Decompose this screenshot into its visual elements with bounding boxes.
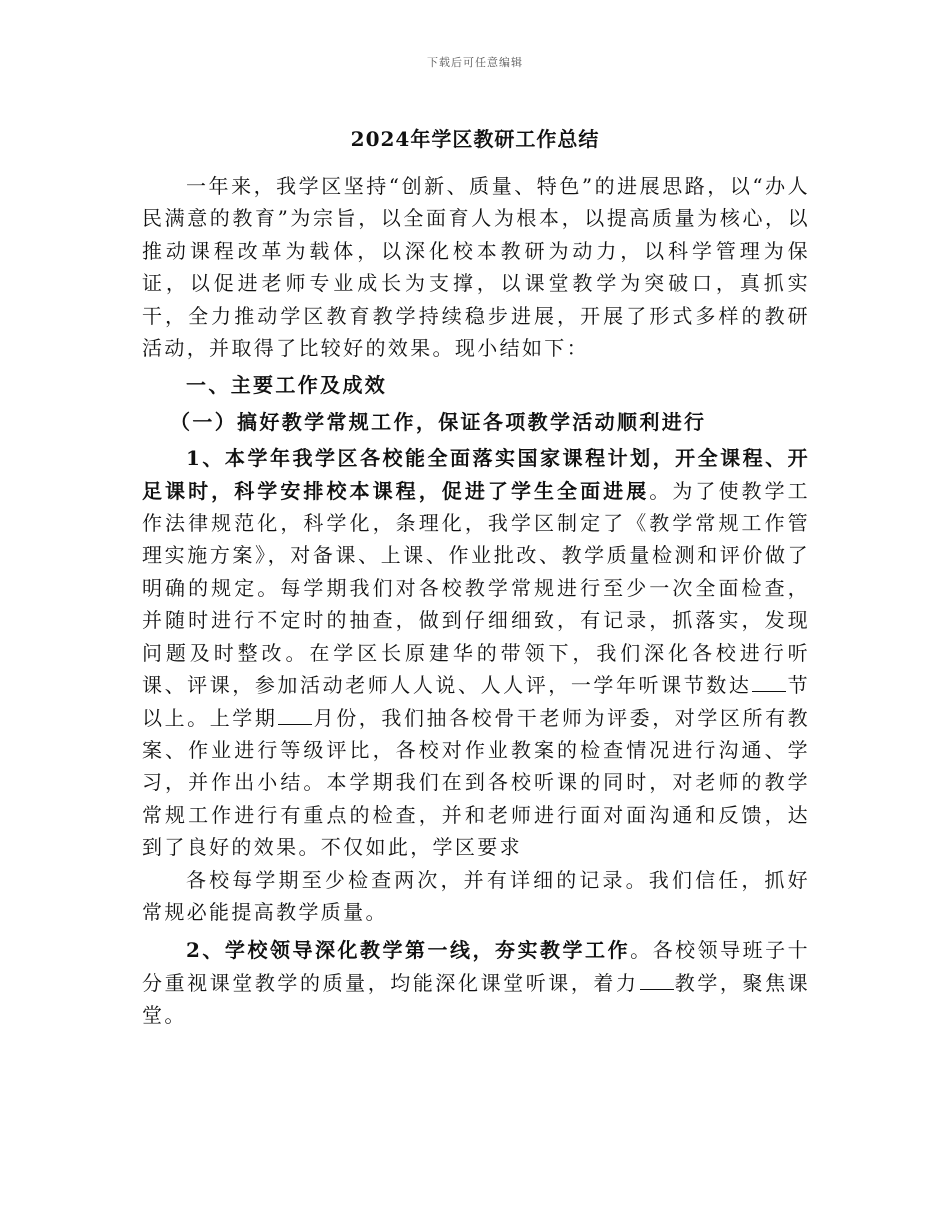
blank-underline [640,969,674,990]
item-1-paragraph [142,442,810,863]
item-2-lead: 2、学校领导深化教学第一线，夯实教学工作 [186,938,631,963]
blank-underline [278,704,312,725]
item-1-text-b: 节以上。上学期 [142,673,810,730]
item-1-text-a: 。为了使教学工作法律规范化，科学化，条理化，我学区制定了《教学常规工作管理实施方案》，对备课、上课、作业批改、教学质量检测和评价做了明确的规定。每学期我们对各校教学常规进行至少一次全面检查，并随时进行不定时的抽查，做到仔细细致，有记录，抓落实，发现问题及时整改。在学区长原建华的带领下，我们深化各校进行听课、评课，参加活动老师人人说、人人评，一学年听课节数达 [142,478,810,698]
document-body [142,170,810,1032]
continuation-paragraph: 各校每学期至少检查两次，并有详细的记录。我们信任，抓好常规必能提高教学质量。 [142,867,810,924]
intro-paragraph: 一年来，我学区坚持“创新、质量、特色”的进展思路，以“办人民满意的教育”为宗旨，以全面育人为根本，以提高质量为核心，以推动课程改革为载体，以深化校本教研为动力，以科学管理为保证，以促进老师专业成长为支撑，以课堂教学为突破口，真抓实干，全力推动学区教育教学持续稳步进展，开展了形式多样的教研活动，并取得了比较好的效果。现小结如下： [142,174,810,361]
item-1-lead: 1、本学年我学区各校能全面落实国家课程计划，开全课程、开足课时，科学安排校本课程，促进了学生全面进展 [142,446,810,503]
blank-underline [752,671,786,692]
item-2-text-a: 。各校领导班子十分重视课堂教学的质量，均能深化课堂听课，着力 [142,938,810,995]
page-header-note: 下载后可任意编辑 [427,56,523,69]
section-heading: 一、主要工作及成效 [186,373,388,398]
item-1-text-c: 月份，我们抽各校骨干老师为评委，对学区所有教案、作业进行等级评比，各校对作业教案的检查情况进行沟通、学习，并作出小结。本学期我们在到各校听课的同时，对老师的教学常规工作进行有重点的检查，并和老师进行面对面沟通和反馈，达到了良好的效果。不仅如此，学区要求 [142,705,810,860]
item-2-text-b: 教学，聚焦课堂。 [142,970,810,1028]
subsection-heading: （一）搞好教学常规工作，保证各项教学活动顺利进行 [170,409,707,434]
item-2-paragraph [142,934,810,1031]
document-title: 2024年学区教研工作总结 [350,127,600,151]
